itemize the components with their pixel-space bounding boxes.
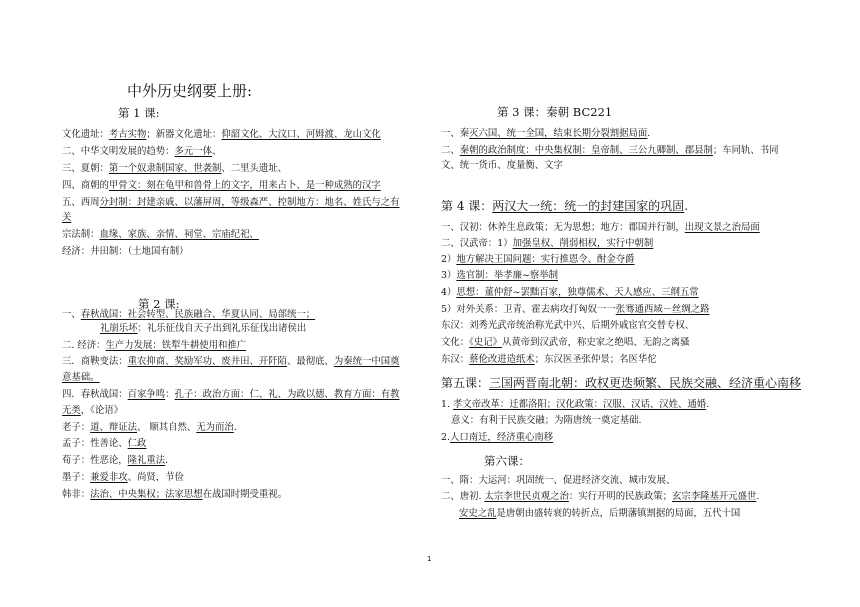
lesson6-line-1: 一、隋：大运河：巩固统一、促进经济交流、城市发展、 — [441, 475, 676, 486]
lesson2-line-7: 孟子：性善论、仁政 — [62, 438, 147, 449]
lesson2-line-4-cont: 意基础。 — [62, 372, 100, 383]
lesson1-line-1: 文化遗址：考古实物；新器文化遗址：仰韶文化、大汶口、河姆渡、龙山文化 — [62, 129, 381, 140]
lesson1-line-6: 宗法制：血缘、家族、亲情、祠堂、宗庙纪祀、 — [62, 229, 259, 240]
document-title: 中外历史纲要上册: — [127, 82, 253, 100]
lesson5-line-2: 意义：有利于民族交融；为隋唐统一奠定基础. — [451, 415, 642, 426]
lesson5-line-3: 2.人口南迁，经济重心南移 — [441, 432, 554, 443]
lesson2-line-10: 韩非：法治、中央集权；法家思想在战国时期受重视。 — [62, 489, 288, 500]
lesson3-heading: 第 3 课：秦朝 BC221 — [497, 105, 613, 119]
lesson1-line-2: 二、中华文明发展的趋势：多元一体、 — [62, 146, 222, 157]
lesson2-line-2: 礼崩乐坏：礼乐征伐自天子出到礼乐征伐出诸侯出 — [100, 323, 307, 334]
lesson2-line-1: 一、春秋战国：社会转型、民族融合、华夏认同、局部统一； — [62, 309, 316, 320]
lesson1-line-5-cont: 关 — [62, 212, 72, 223]
lesson4-line-5: 4）思想：董仲舒~罢黜百家，独尊儒术、天人感应、三纲五常 — [441, 287, 699, 298]
lesson4-line-7: 东汉：刘秀光武帝统治称光武中兴、后期外戚宦官交替专权、 — [441, 320, 695, 331]
lesson2-line-3: 二. 经济：生产力发展：铁犁牛耕使用和推广 — [62, 340, 247, 351]
lesson4-line-2: 二、汉武帝：1）加强皇权、削弱相权，实行中朝制 — [441, 238, 654, 249]
lesson2-line-5-cont: 无类，《论语》 — [62, 405, 123, 416]
lesson5-heading: 第五课：三国两晋南北朝：政权更迭频繁、民族交融、经济重心南移 — [441, 376, 802, 390]
lesson4-line-1: 一、汉初：休养生息政策；无为思想；地方：郡国并行制，出现文景之治局面 — [441, 222, 760, 233]
lesson5-line-1: 1. 孝文帝改革：迁都洛阳；汉化政策：汉服、汉话、汉姓、通婚. — [441, 399, 710, 410]
lesson4-line-3: 2）地方解决王国问题：实行推恩令、酎金夺爵 — [441, 254, 635, 265]
lesson2-line-8: 荀子：性恶论，隆礼重法. — [62, 455, 169, 466]
lesson4-line-6: 5）对外关系：卫青、霍去病攻打匈奴一一张骞通西域－丝绸之路 — [441, 304, 710, 315]
lesson4-heading: 第 4 课：两汉大一统：统一的封建国家的巩固. — [441, 199, 689, 213]
lesson6-line-2: 二、唐初. 太宗李世民贞观之治：实行开明的民族政策；玄宗李隆基开元盛世. — [441, 491, 760, 502]
page-number: 1 — [427, 555, 432, 563]
lesson3-line-1: 一、秦灭六国、统一全国，结束长期分裂割据局面. — [441, 128, 651, 139]
lesson2-line-5: 四．春秋战国：百家争鸣：孔子：政治方面：仁、礼、为政以德、教育方面：有教 — [62, 389, 400, 400]
lesson1-line-3: 三、夏朝：第一个奴隶制国家、世袭制、二里头遗址、 — [62, 163, 288, 174]
lesson4-line-4: 3）选官制：举孝廉~察举制 — [441, 270, 558, 281]
lesson2-line-9: 墨子：兼爱非攻、尚贤，节俭 — [62, 472, 184, 483]
lesson3-line-2: 二、秦朝的政治制度：中央集权制：皇帝制、三公九卿制、郡县制；车同轨、书同 — [441, 145, 779, 156]
lesson3-line-3: 文、统一货币、度量衡、文字 — [441, 160, 563, 171]
lesson2-heading: 第 2 课: — [138, 297, 180, 311]
lesson1-line-7: 经济：井田制：（土地国有制） — [62, 246, 189, 257]
lesson2-line-4: 三．商鞅变法：重农抑商、奖励军功、废井田、开阡陌、最彻底、为秦统一中国奠 — [62, 356, 400, 367]
lesson1-heading: 第 1 课: — [118, 106, 160, 120]
lesson6-heading: 第六课： — [484, 454, 530, 468]
lesson6-line-3: 安史之乱是唐朝由盛转衰的转折点，后期藩镇割据的局面，五代十国 — [459, 508, 741, 519]
lesson1-line-4: 四、商朝的甲骨文：刻在龟甲和兽骨上的文字，用来占卜、是一种成熟的汉字 — [62, 180, 381, 191]
lesson2-line-6: 老子：道、辩证法、 顺其自然、无为而治. — [62, 422, 237, 433]
lesson4-line-9: 东汉：蔡伦改进造纸术；东汉医圣张仲景；名医华佗 — [441, 354, 657, 365]
lesson4-line-8: 文化：《史记》从黄帝到汉武帝，称史家之绝唱、无韵之离骚 — [441, 337, 690, 348]
lesson1-line-5: 五、西周分封制：封建亲戚、以藩屏周，等级森严、控制地方：地名、姓氏与之有 — [62, 197, 400, 208]
